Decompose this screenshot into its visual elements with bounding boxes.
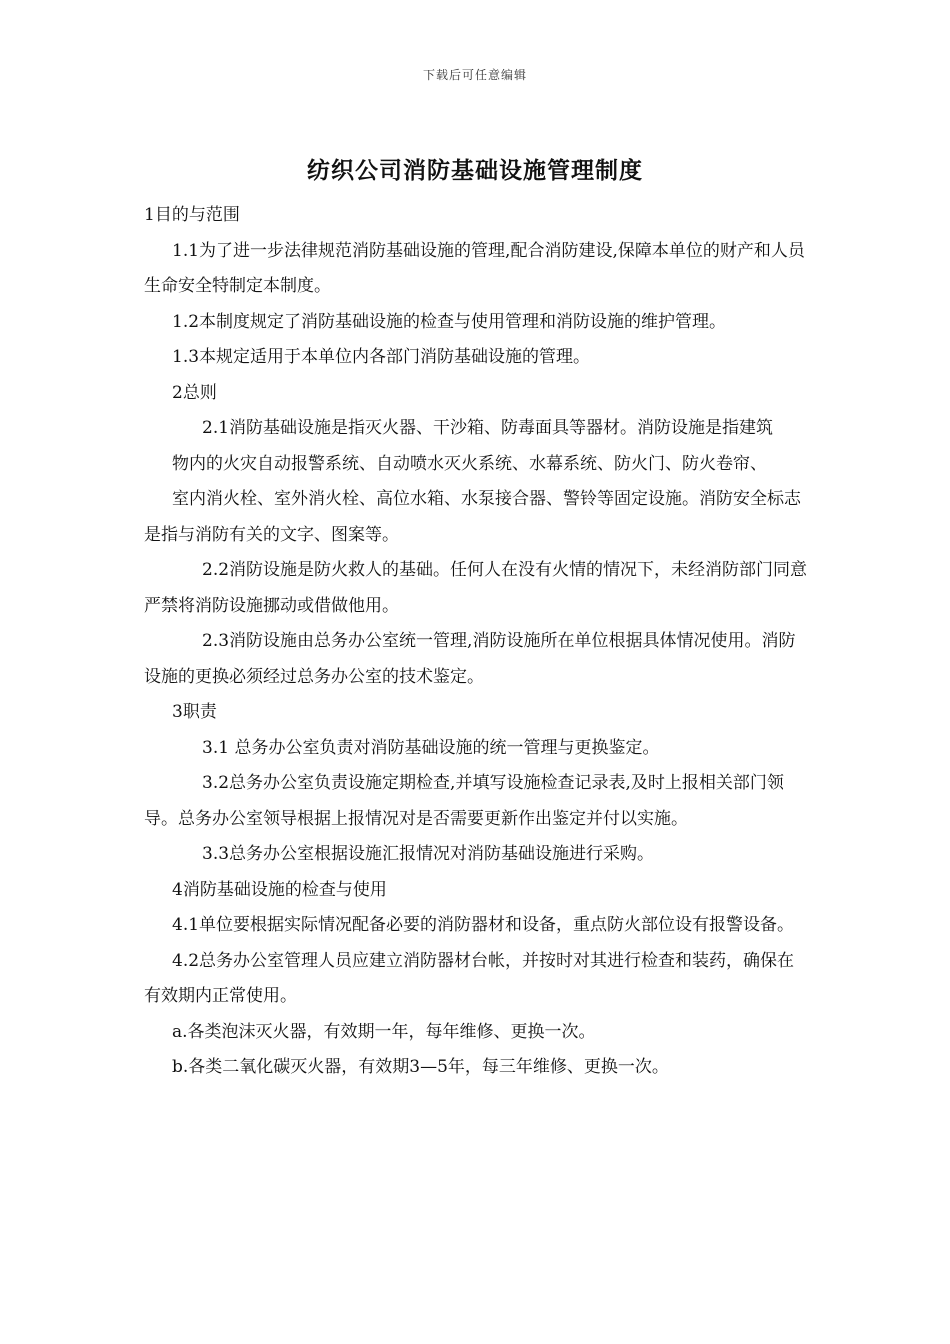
paragraph: 2.1消防基础设施是指灭火器、干沙箱、防毒面具等器材。消防设施是指建筑 bbox=[202, 418, 774, 438]
paragraph: 1.2本制度规定了消防基础设施的检查与使用管理和消防设施的维护管理。 bbox=[172, 311, 727, 332]
section-heading: 4消防基础设施的检查与使用 bbox=[172, 879, 387, 900]
paragraph: 3.3总务办公室根据设施汇报情况对消防基础设施进行采购。 bbox=[202, 844, 655, 864]
paragraph: 1.3本规定适用于本单位内各部门消防基础设施的管理。 bbox=[172, 347, 591, 367]
paragraph: 3.2总务办公室负责设施定期检查,并填写设施检查记录表,及时上报相关部门领导。总务办公室领导根据上报情况对是否需要更新作出鉴定并付以实施。 bbox=[144, 773, 784, 829]
list-item: b.各类二氧化碳灭火器，有效期3—5年，每三年维修、更换一次。 bbox=[172, 1057, 669, 1077]
section-heading: 3职责 bbox=[172, 702, 217, 722]
list-item: a.各类泡沫灭火器，有效期一年，每年维修、更换一次。 bbox=[172, 1021, 596, 1042]
paragraph: 室内消火栓、室外消火栓、高位水箱、水泵接合器、警铃等固定设施。消防安全标志是指与消防有关的文字、图案等。 bbox=[144, 489, 801, 545]
paragraph: 4.1单位要根据实际情况配备必要的消防器材和设备，重点防火部位设有报警设备。 bbox=[172, 915, 795, 935]
paragraph: 2.3消防设施由总务办公室统一管理,消防设施所在单位根据具体情况使用。消防设施的更换必须经过总务办公室的技术鉴定。 bbox=[144, 631, 796, 687]
page-header: 下载后可任意编辑 bbox=[422, 68, 527, 82]
document-title: 纺织公司消防基础设施管理制度 bbox=[307, 158, 643, 184]
section-heading: 2总则 bbox=[172, 382, 217, 403]
document-body bbox=[144, 198, 808, 1086]
paragraph: 3.1 总务办公室负责对消防基础设施的统一管理与更换鉴定。 bbox=[202, 737, 660, 758]
paragraph: 物内的火灾自动报警系统、自动喷水灭火系统、水幕系统、防火门、防火卷帘、 bbox=[172, 453, 767, 474]
paragraph: 2.2消防设施是防火救人的基础。任何人在没有火情的情况下，未经消防部门同意严禁将消防设施挪动或借做他用。 bbox=[144, 560, 808, 616]
paragraph: 1.1为了进一步法律规范消防基础设施的管理,配合消防建设,保障本单位的财产和人员生命安全特制定本制度。 bbox=[144, 240, 805, 296]
paragraph: 4.2总务办公室管理人员应建立消防器材台帐，并按时对其进行检查和装药，确保在有效期内正常使用。 bbox=[144, 950, 795, 1006]
section-heading: 1目的与范围 bbox=[144, 205, 240, 225]
